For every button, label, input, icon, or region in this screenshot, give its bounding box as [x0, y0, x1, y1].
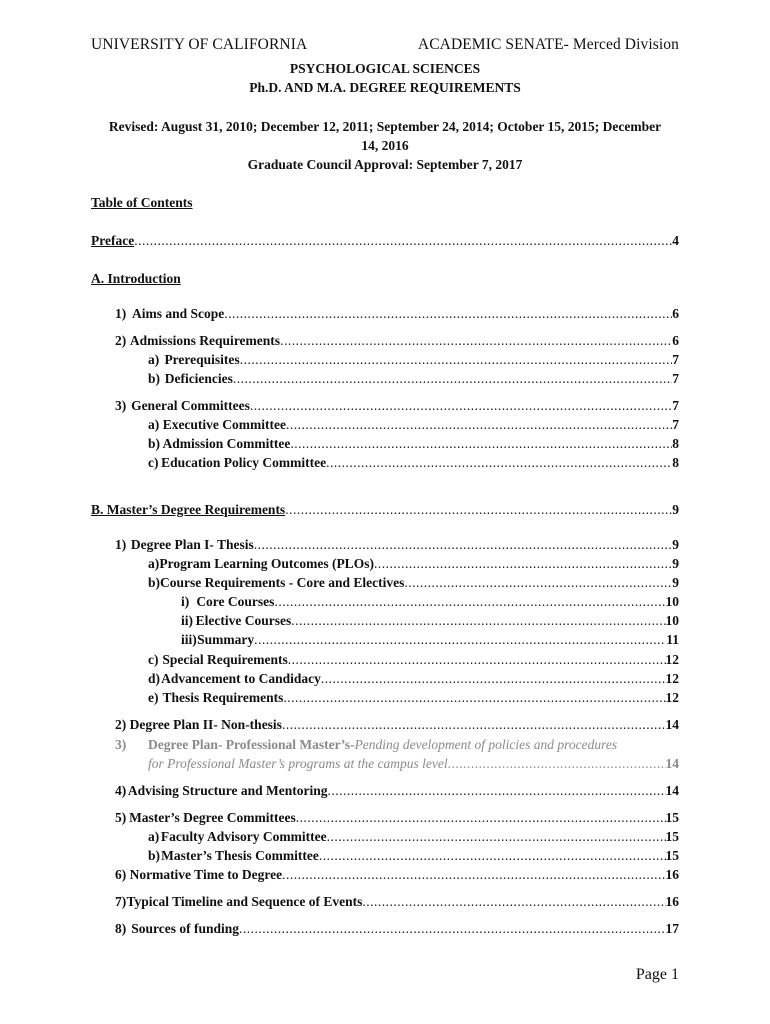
toc-entry-page: 8 [672, 455, 679, 470]
revised-line-2: 14, 2016 [361, 138, 409, 153]
toc-entry-page: 16 [665, 894, 679, 909]
toc-entry-page: 12 [665, 671, 679, 686]
toc-entry[interactable] [115, 810, 679, 826]
toc-entry-number: a) [148, 829, 160, 844]
toc-entry-number: iii) [181, 632, 197, 647]
pending-note-line-1: Pending development of policies and procedures [354, 737, 618, 752]
toc-entry[interactable] [115, 783, 679, 799]
toc-entry[interactable] [181, 613, 679, 629]
toc-entry[interactable] [148, 417, 679, 433]
toc-entry[interactable] [115, 306, 679, 322]
toc-entry-label: Preface [91, 233, 135, 248]
toc-entry-label: Master’s Degree Committees [129, 810, 296, 825]
toc-entry-label: Summary [197, 632, 255, 647]
toc-entry-label: Course Requirements - Core and Electives [160, 575, 405, 590]
toc-entry[interactable] [115, 894, 679, 910]
toc-entry-number: c) [148, 455, 159, 470]
toc-entry-label: Deficiencies [164, 371, 233, 386]
toc-entry-page: 17 [665, 921, 679, 936]
toc-entry-page: 7 [672, 352, 679, 367]
toc-entry-label: Special Requirements [162, 652, 288, 667]
toc-entry-label: Sources of funding [131, 921, 239, 936]
toc-entry-pending-cont[interactable] [148, 756, 679, 772]
toc-entry[interactable] [148, 848, 679, 864]
toc-entry-page: 9 [672, 575, 679, 590]
toc-entry-label: Degree Plan- Professional Master’s- [148, 737, 355, 752]
leader-dots [239, 921, 666, 937]
toc-entry-number: b) [148, 848, 161, 863]
toc-entry-page: 8 [672, 436, 679, 451]
title-line-1: PSYCHOLOGICAL SCIENCES [289, 61, 481, 76]
toc-entry[interactable] [115, 717, 679, 733]
leader-dots [134, 233, 672, 249]
toc-entry-number: 3) [115, 737, 127, 752]
toc-entry-page: 15 [665, 829, 679, 844]
toc-entry-number: a) [148, 352, 160, 367]
toc-entry[interactable] [148, 652, 679, 668]
toc-entry-number: b) [148, 575, 161, 590]
leader-dots [233, 371, 672, 387]
leader-dots [321, 671, 666, 687]
toc-entry-page: 15 [665, 848, 679, 863]
toc-entry-page: 7 [672, 371, 679, 386]
section-a-heading: A. Introduction [91, 271, 181, 286]
toc-entry-label: Elective Courses [195, 613, 292, 628]
toc-entry[interactable] [115, 921, 679, 937]
toc-entry-label: Degree Plan II- Non-thesis [129, 717, 282, 732]
toc-entry-page: 10 [665, 594, 679, 609]
toc-entry-number: 2) [115, 717, 127, 732]
toc-entry-number: d) [148, 671, 161, 686]
pending-note-line-2: for Professional Master’s programs at the campus level [148, 756, 448, 771]
toc-entry-number: b) [148, 371, 161, 386]
toc-entry-label: Education Policy Committee [161, 455, 327, 470]
toc-entry-number: e) [148, 690, 159, 705]
toc-entry-label: Typical Timeline and Sequence of Events [126, 894, 363, 909]
leader-dots [448, 756, 666, 772]
toc-entry-number: a) [148, 556, 160, 571]
toc-entry-number: 1) [115, 537, 127, 552]
toc-entry-label: Admission Committee [162, 436, 291, 451]
toc-entry-number: 5) [115, 810, 127, 825]
toc-entry-preface[interactable] [91, 233, 679, 249]
leader-dots [274, 594, 665, 610]
leader-dots [327, 829, 666, 845]
toc-entry-number: 3) [115, 398, 127, 413]
toc-entry-page: 9 [672, 537, 679, 552]
title-line-2: Ph.D. AND M.A. DEGREE REQUIREMENTS [249, 80, 521, 95]
toc-entry-label: Aims and Scope [132, 306, 225, 321]
leader-dots [254, 537, 672, 553]
toc-entry-page: 15 [665, 810, 679, 825]
toc-entry-page: 4 [672, 233, 679, 248]
toc-entry-label: General Committees [131, 398, 250, 413]
toc-entry[interactable] [148, 556, 679, 572]
toc-entry-page: 14 [665, 717, 679, 732]
leader-dots [374, 556, 672, 572]
toc-entry[interactable] [115, 537, 679, 553]
toc-entry-page: 9 [672, 502, 679, 517]
toc-heading: Table of Contents [91, 195, 193, 210]
toc-entry[interactable] [115, 398, 679, 414]
toc-entry-number: 1) [115, 306, 127, 321]
toc-entry-number: i) [181, 594, 190, 609]
toc-entry-label: Master’s Thesis Committee [161, 848, 319, 863]
header-right: ACADEMIC SENATE- Merced Division [417, 36, 679, 53]
toc-entry-number: a) [148, 417, 160, 432]
toc-entry-number: ii) [181, 613, 193, 628]
leader-dots [240, 352, 673, 368]
toc-entry-label: Thesis Requirements [162, 690, 284, 705]
toc-entry[interactable] [181, 632, 679, 648]
toc-entry[interactable] [148, 575, 679, 591]
revised-line-1: Revised: August 31, 2010; December 12, 2011; September 24, 2014; October 15, 2015; December [108, 119, 662, 134]
toc-entry-page: 14 [665, 783, 679, 798]
leader-dots [224, 306, 672, 322]
toc-entry-page: 6 [672, 333, 679, 348]
toc-entry-label: Admissions Requirements [129, 333, 281, 348]
toc-entry-page: 14 [665, 756, 679, 771]
leader-dots [362, 894, 665, 910]
toc-entry-number: 8) [115, 921, 127, 936]
leader-dots [286, 417, 672, 433]
leader-dots [291, 613, 665, 629]
header-left: UNIVERSITY OF CALIFORNIA [91, 36, 308, 53]
toc-entry[interactable] [148, 371, 679, 387]
toc-entry-number: 7) [115, 894, 127, 909]
toc-entry-number: b) [148, 436, 161, 451]
toc-entry-label: Advising Structure and Mentoring [127, 783, 328, 798]
toc-entry[interactable] [148, 829, 679, 845]
toc-entry-number: 6) [115, 867, 127, 882]
toc-entry[interactable] [115, 333, 679, 349]
toc-entry-pending[interactable] [115, 737, 617, 753]
toc-entry-label: B. Master’s Degree Requirements [91, 502, 286, 517]
approval-line: Graduate Council Approval: September 7, 2017 [247, 157, 523, 172]
toc-entry-section-b[interactable] [91, 502, 679, 518]
leader-dots [327, 783, 665, 799]
toc-entry-number: 2) [115, 333, 127, 348]
leader-dots [250, 398, 672, 414]
leader-dots [288, 652, 666, 668]
toc-entry-page: 7 [672, 398, 679, 413]
leader-dots [290, 436, 672, 452]
toc-entry[interactable] [148, 690, 679, 706]
toc-entry-page: 10 [665, 613, 679, 628]
toc-entry[interactable] [148, 436, 679, 452]
leader-dots [326, 455, 672, 471]
leader-dots [296, 810, 666, 826]
toc-entry[interactable] [115, 867, 679, 883]
leader-dots [283, 690, 665, 706]
toc-entry[interactable] [148, 455, 679, 471]
toc-entry-page: 11 [666, 632, 679, 647]
leader-dots [280, 333, 672, 349]
leader-dots [282, 717, 666, 733]
toc-entry[interactable] [148, 671, 679, 687]
leader-dots [319, 848, 666, 864]
page-number: Page 1 [635, 966, 679, 983]
toc-entry-page: 9 [672, 556, 679, 571]
page-header [91, 36, 679, 54]
toc-entry-label: Core Courses [196, 594, 275, 609]
leader-dots [254, 632, 666, 648]
toc-entry-label: Degree Plan I- Thesis [130, 537, 254, 552]
toc-entry-label: Advancement to Candidacy [161, 671, 321, 686]
toc-entry-label: Executive Committee [162, 417, 287, 432]
toc-entry-label: Faculty Advisory Committee [160, 829, 327, 844]
toc-entry-label: Program Learning Outcomes (PLOs) [159, 556, 374, 571]
toc-entry-page: 6 [672, 306, 679, 321]
leader-dots [282, 867, 665, 883]
toc-entry-page: 12 [665, 652, 679, 667]
toc-entry-number: 4) [115, 783, 127, 798]
leader-dots [404, 575, 672, 591]
toc-entry-page: 12 [665, 690, 679, 705]
toc-entry-page: 16 [665, 867, 679, 882]
toc-entry[interactable] [181, 594, 679, 610]
toc-entry-page: 7 [672, 417, 679, 432]
toc-entry-number: c) [148, 652, 159, 667]
leader-dots [285, 502, 672, 518]
toc-entry-label: Prerequisites [164, 352, 240, 367]
toc-entry-label: Normative Time to Degree [129, 867, 283, 882]
toc-entry[interactable] [148, 352, 679, 368]
